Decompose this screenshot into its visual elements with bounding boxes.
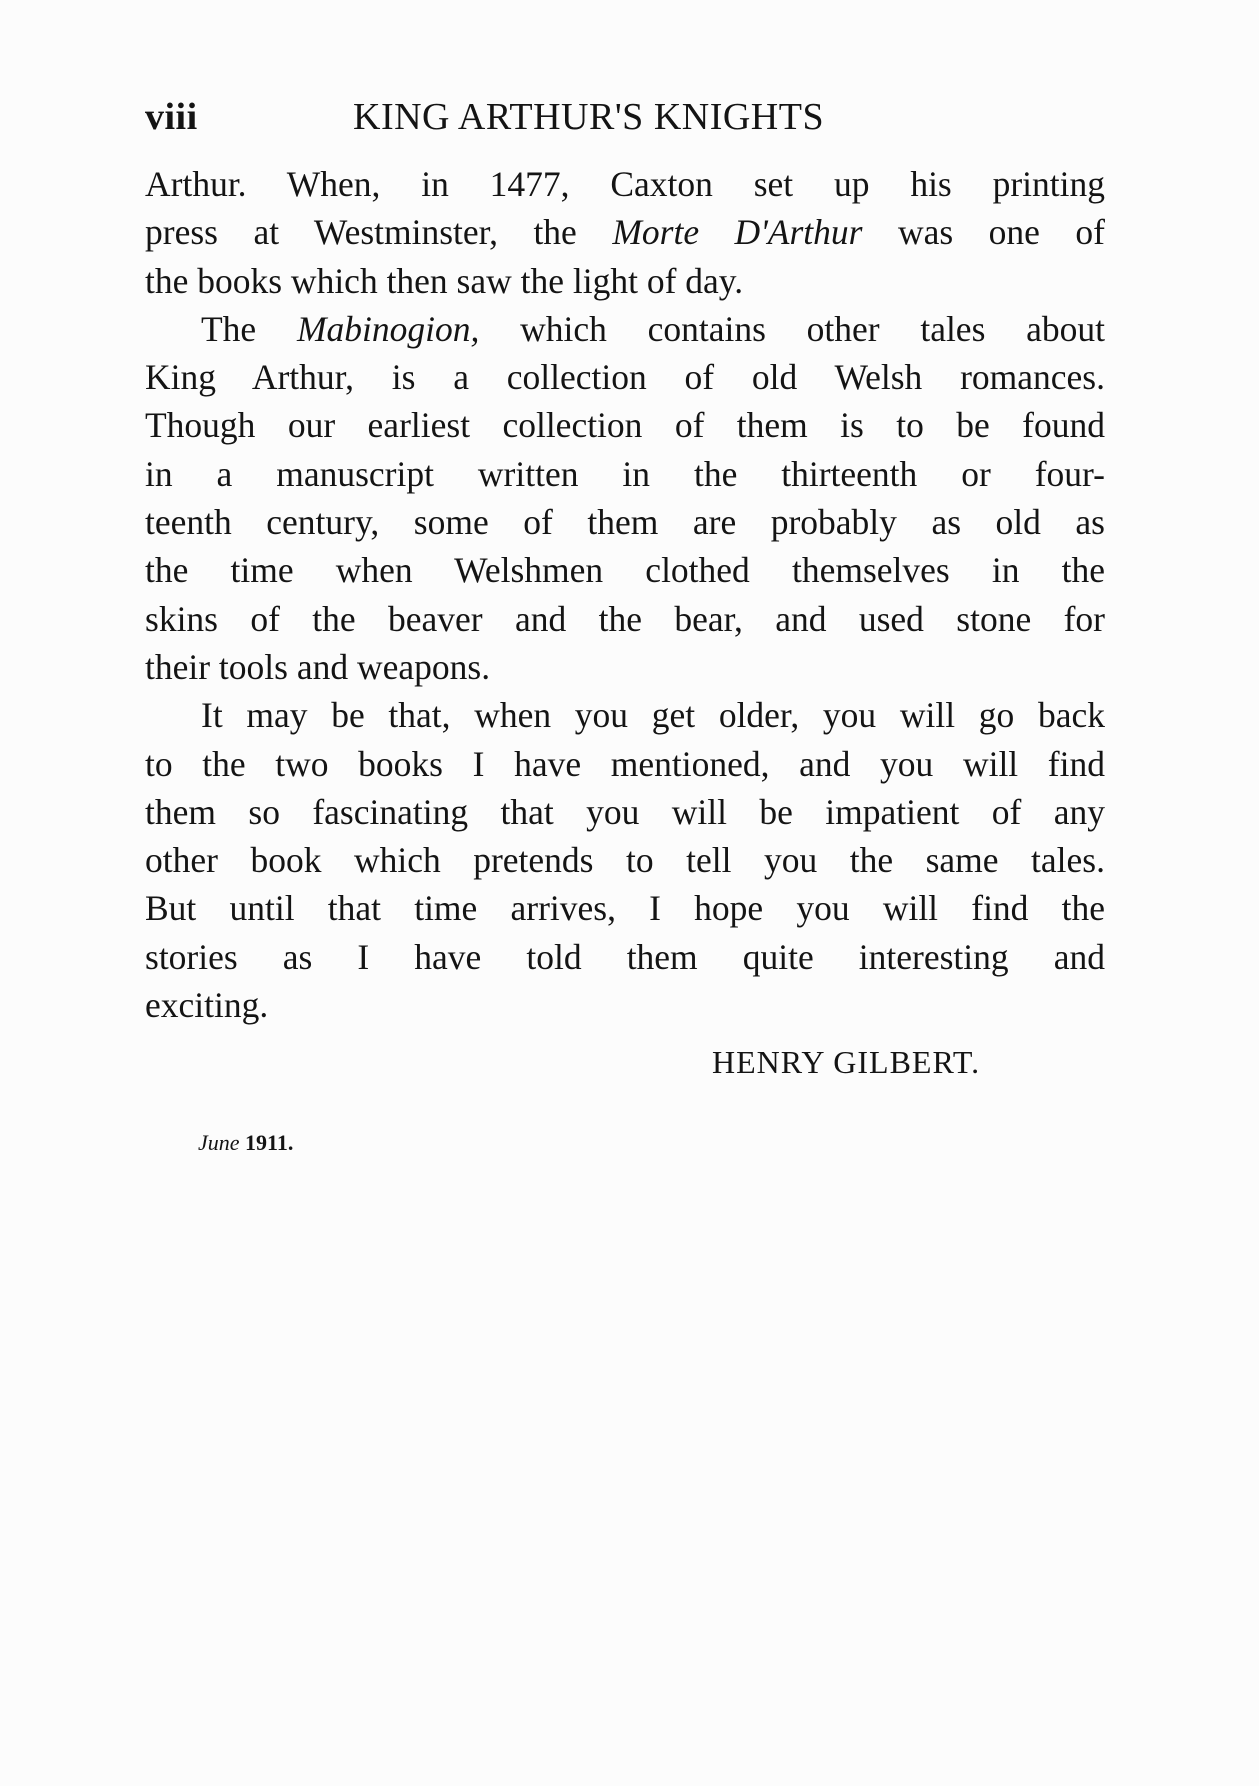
text-line: It may be that, when you get older, you will go back: [201, 695, 1105, 736]
book-title-mabinogion: Mabinogion,: [296, 308, 480, 349]
text-line: Arthur. When, in 1477, Caxton set up his printing: [145, 164, 1105, 204]
text-line: stories as I have told them quite interesting and: [145, 936, 1105, 977]
text-line: the books which then saw the light of day.: [145, 260, 744, 301]
text-line: their tools and weapons.: [145, 646, 491, 687]
paragraph-2: [145, 305, 1105, 691]
text-line: But until that time arrives, I hope you will find the: [145, 888, 1105, 929]
text-line: King Arthur, is a collection of old Welsh romances.: [145, 357, 1105, 398]
text-line: the time when Welshmen clothed themselves in the: [145, 550, 1105, 591]
text-run: press at Westminster, the: [145, 212, 613, 253]
text-run: which contains other tales about: [479, 308, 1105, 349]
date-month: June: [198, 1130, 240, 1155]
text-line: teenth century, some of them are probably as old as: [145, 502, 1105, 543]
text-line: Though our earliest collection of them is to be found: [145, 405, 1105, 446]
text-line: skins of the beaver and the bear, and used stone for: [145, 598, 1105, 639]
paragraph-3: [145, 691, 1105, 1029]
text-line: them so fascinating that you will be impatient of any: [145, 791, 1105, 832]
page-number: viii: [145, 96, 198, 138]
text-line: [145, 305, 1105, 353]
running-head: [145, 92, 1105, 142]
author-signature: HENRY GILBERT.: [712, 1044, 981, 1080]
book-title: KING ARTHUR'S KNIGHTS: [353, 96, 825, 138]
text-line: in a manuscript written in the thirteenth or four-: [145, 453, 1105, 494]
paragraph-1: [145, 160, 1105, 305]
book-title-morte-darthur: Morte D'Arthur: [612, 212, 863, 253]
text-line: to the two books I have mentioned, and you will find: [145, 743, 1105, 784]
date-year: 1911.: [245, 1130, 294, 1155]
text-line: exciting.: [145, 985, 269, 1026]
dateline: [198, 1128, 293, 1158]
text-run: was one of: [862, 212, 1105, 253]
preface-text: [145, 160, 1105, 1029]
text-run: The: [201, 308, 297, 349]
text-line: other book which pretends to tell you the same tales.: [145, 840, 1105, 881]
text-line: [145, 208, 1105, 256]
